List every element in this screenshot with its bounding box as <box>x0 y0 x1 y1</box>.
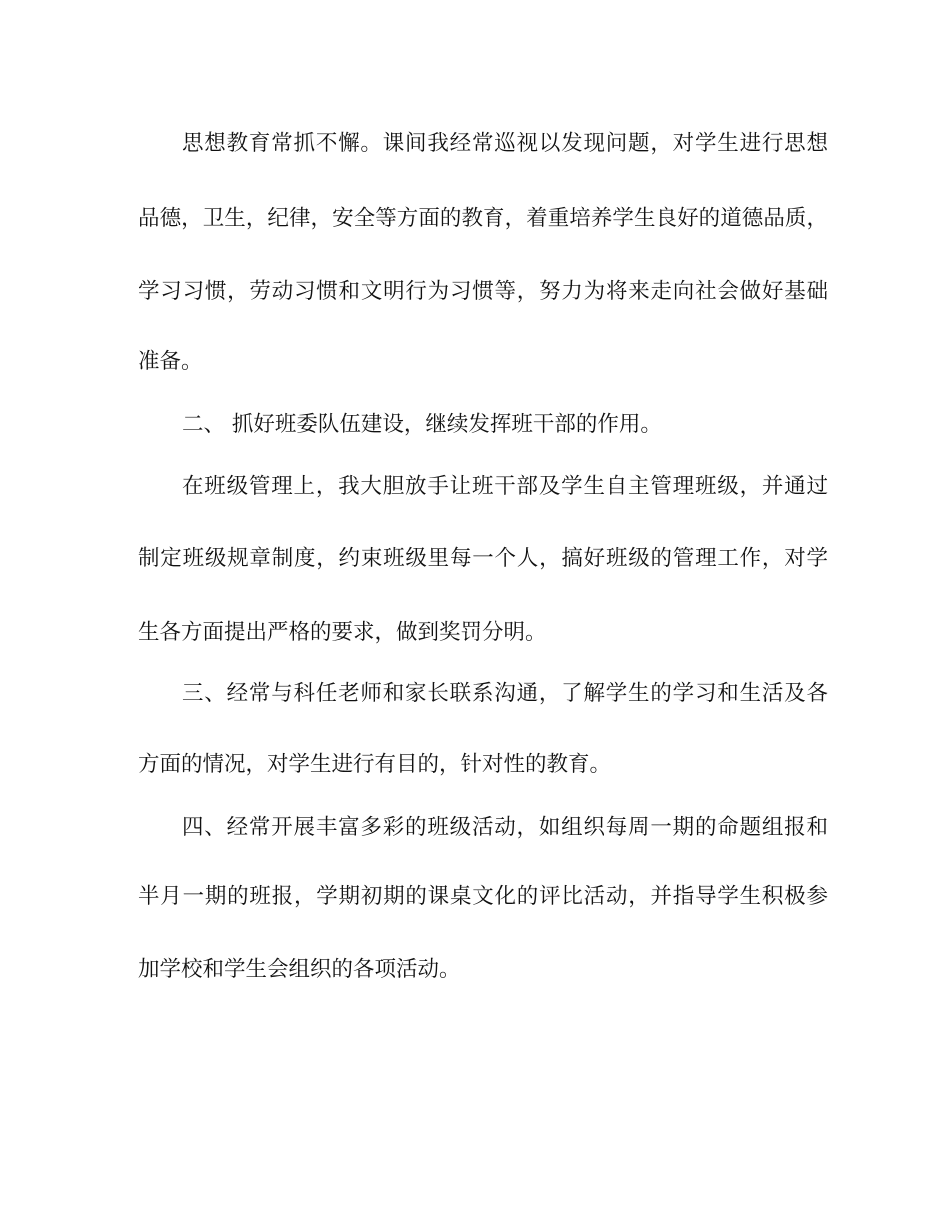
paragraph-4-line-2: 方面的情况，对学生进行有目的，针对性的教育。 <box>138 752 612 777</box>
paragraph-1-line-4: 准备。 <box>138 349 203 374</box>
paragraph-1-line-1: 思想教育常抓不懈。课间我经常巡视以发现问题，对学生进行思想 <box>182 131 828 156</box>
paragraph-5-line-1: 四、经常开展丰富多彩的班级活动，如组织每周一期的命题组报和 <box>182 815 828 840</box>
paragraph-2-heading: 二、 抓好班委队伍建设，继续发挥班干部的作用。 <box>182 412 662 437</box>
paragraph-1-line-3: 学习习惯，劳动习惯和文明行为习惯等，努力为将来走向社会做好基础 <box>138 279 828 304</box>
paragraph-5-line-2: 半月一期的班报，学期初期的课桌文化的评比活动，并指导学生积极参 <box>138 884 828 909</box>
paragraph-1-line-2: 品德，卫生，纪律，安全等方面的教育，着重培养学生良好的道德品质， <box>138 206 828 231</box>
paragraph-3-line-3: 生各方面提出严格的要求，做到奖罚分明。 <box>138 620 547 645</box>
paragraph-5-line-3: 加学校和学生会组织的各项活动。 <box>138 957 461 982</box>
paragraph-4-line-1: 三、经常与科任老师和家长联系沟通，了解学生的学习和生活及各 <box>182 681 828 706</box>
paragraph-3-line-2: 制定班级规章制度，约束班级里每一个人，搞好班级的管理工作，对学 <box>138 546 828 571</box>
paragraph-3-line-1: 在班级管理上，我大胆放手让班干部及学生自主管理班级，并通过 <box>182 474 828 499</box>
